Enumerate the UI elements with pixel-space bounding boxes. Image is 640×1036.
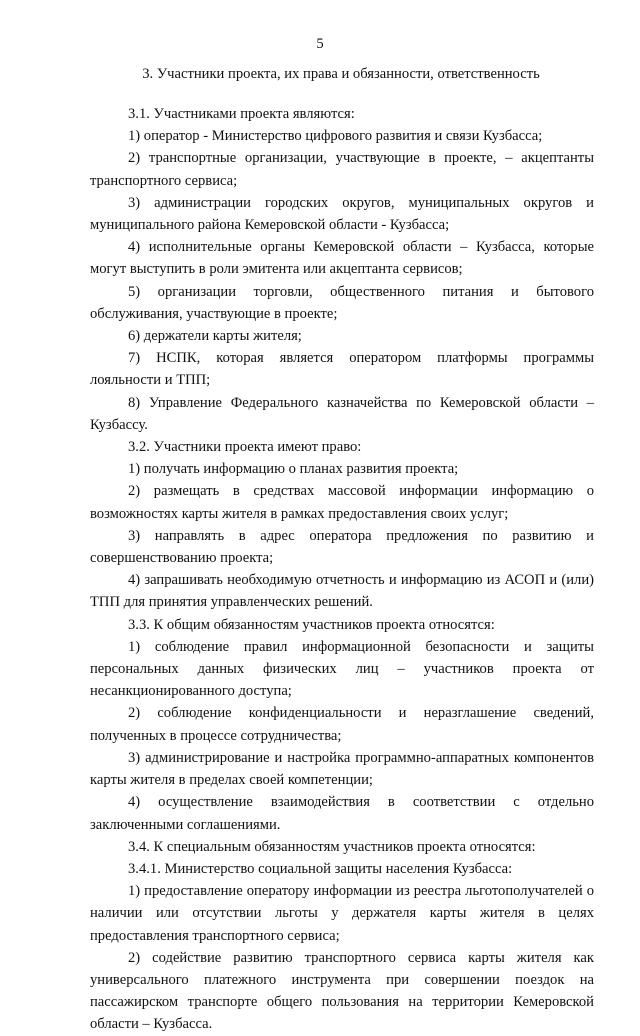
page-number: 5 <box>316 36 324 52</box>
list-item: 8) Управление Федерального казначейства по Кемеровской области – Кузбассу. <box>90 394 594 433</box>
list-item: 7) НСПК, которая является оператором платформы программы лояльности и ТПП; <box>90 350 594 389</box>
list-item: 2) транспортные организации, участвующие в проекте, – акцептанты транспортного сервиса; <box>90 150 594 189</box>
list-item: 3) направлять в адрес оператора предложения по развитию и совершенствованию проекта; <box>90 527 594 567</box>
subsection-title: 3.1. Участниками проекта являются: <box>128 106 355 122</box>
section-heading: 3. Участники проекта, их права и обязанности, ответственность <box>142 66 540 82</box>
list-item: 2) содействие развитию транспортного сервиса карты жителя как универсального платежного инструмента при совершении поездок на пассажирском транспорте общего пользования на территории Кемеровской области – Кузбасса. <box>90 949 594 1033</box>
list-item: 1) предоставление оператору информации из реестра льготополучателей о наличии или отсутствии льготы у держателя карты жителя в целях предоставления транспортного сервиса; <box>90 883 594 944</box>
list-item: 3) администрации городских округов, муниципальных округов и муниципального района Кемеровской области - Кузбасса; <box>90 194 594 234</box>
document-body <box>90 103 594 1036</box>
list-item: 4) запрашивать необходимую отчетность и информацию из АСОП и (или) ТПП для принятия управленческих решений. <box>90 572 594 611</box>
list-item: 1) соблюдение правил информационной безопасности и защиты персональных данных физических лиц – участников проекта от несанкционированного доступа; <box>90 638 594 700</box>
list-item: 4) исполнительные органы Кемеровской области – Кузбасса, которые могут выступить в роли эмитента или акцептанта сервисов; <box>90 239 594 278</box>
subsection-title: 3.4. К специальным обязанностям участников проекта относятся: <box>128 838 536 855</box>
list-item: 1) получать информацию о планах развития проекта; <box>128 461 459 478</box>
list-item: 4) осуществление взаимодействия в соответствии с отдельно заключенными соглашениями. <box>90 794 594 833</box>
subsection-title: 3.4.1. Министерство социальной защиты населения Кузбасса: <box>128 860 513 877</box>
list-item: 2) соблюдение конфиденциальности и неразглашение сведений, полученных в процессе сотрудничества; <box>90 705 594 744</box>
list-item: 1) оператор - Министерство цифрового развития и связи Кузбасса; <box>128 128 543 145</box>
subsection-title: 3.3. К общим обязанностям участников проекта относятся: <box>128 616 495 633</box>
list-item: 2) размещать в средствах массовой информации информацию о возможностях карты жителя в рамках предоставления своих услуг; <box>90 483 594 522</box>
list-item: 6) держатели карты жителя; <box>128 328 302 345</box>
list-item: 3) администрирование и настройка программно-аппаратных компонентов карты жителя в пределах своей компетенции; <box>90 749 594 789</box>
list-item: 5) организации торговли, общественного питания и бытового обслуживания, участвующие в проекте; <box>90 283 594 322</box>
subsection-title: 3.2. Участники проекта имеют право: <box>128 439 362 456</box>
